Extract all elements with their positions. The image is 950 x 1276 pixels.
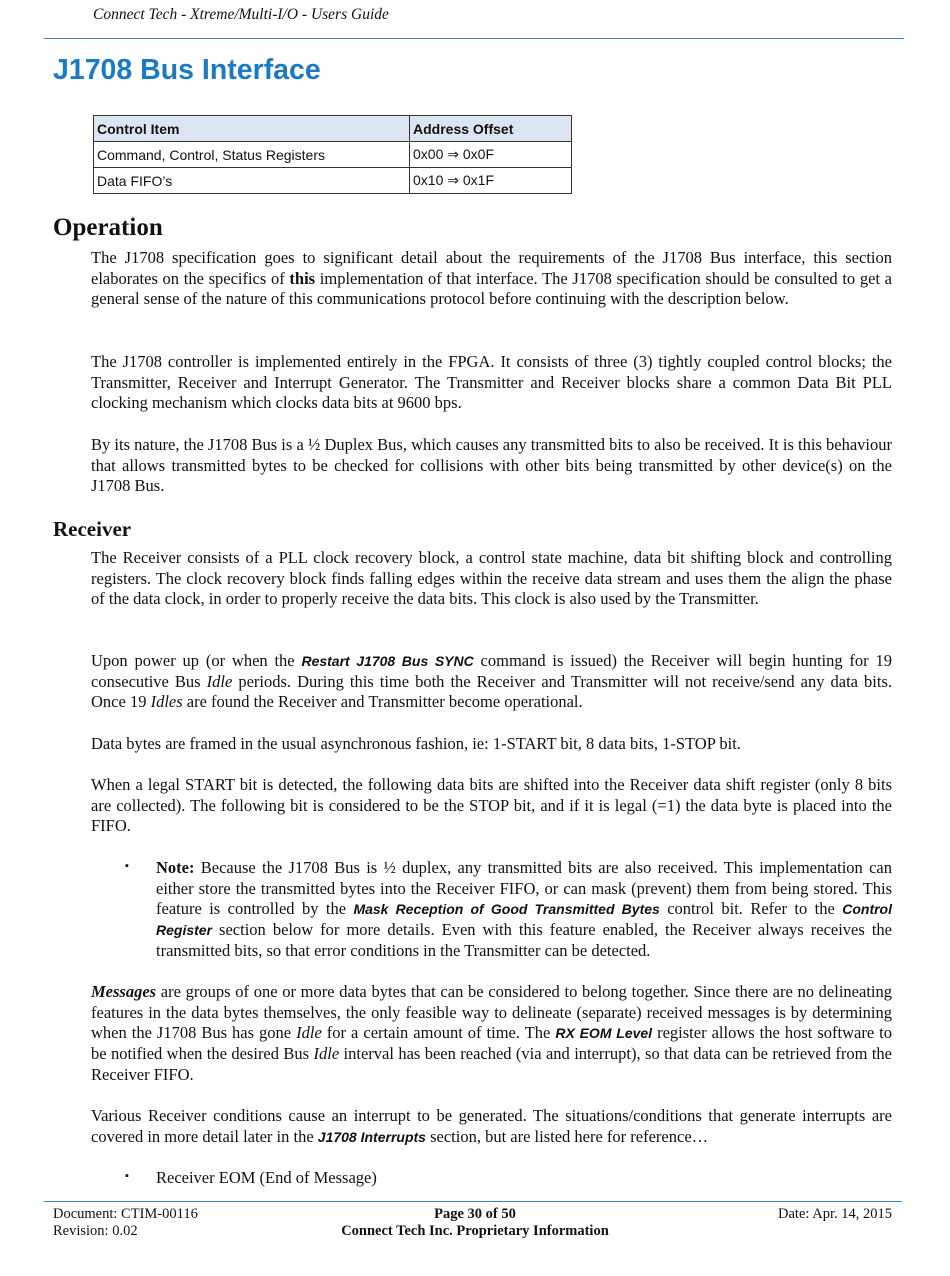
- text-run: command is issued) the Receiver will begin hunting for 19 consecutive Bus: [91, 651, 892, 691]
- document-number: Document: CTIM-00116: [53, 1206, 198, 1222]
- section-reference: Control Register: [156, 901, 892, 939]
- revision-number: Revision: 0.02: [53, 1223, 138, 1239]
- bullet-marker: ▪: [125, 1170, 129, 1182]
- italic-term: Idles: [150, 692, 183, 712]
- text-run: Because the J1708 Bus is ½ duplex, any transmitted bits are also received. This implementation can either store the transmitted bytes into the Receiver FIFO, or can mask (prevent) them from being stored. This feature is controlled by the: [156, 858, 892, 919]
- register-name: RX EOM Level: [555, 1025, 653, 1042]
- italic-term: Idle: [296, 1023, 322, 1043]
- text-run: Upon power up (or when the: [91, 651, 302, 670]
- bullet-marker: ▪: [125, 860, 129, 872]
- operation-paragraph: [91, 248, 892, 310]
- operation-paragraph: The J1708 controller is implemented entirely in the FPGA. It consists of three (3) tightly coupled control blocks; the Transmitter, Receiver and Interrupt Generator. The Transmitter and Receiver blocks share a common Data Bit PLL clocking mechanism which clocks data bits at 9600 bps.: [91, 352, 892, 413]
- command-name: Restart J1708 Bus SYNC: [301, 653, 474, 669]
- table-cell: 0x00 ⇒ 0x0F: [410, 142, 572, 168]
- table-cell: Data FIFO’s: [94, 168, 410, 194]
- receiver-heading: Receiver: [53, 517, 132, 541]
- table-row: [94, 142, 572, 168]
- receiver-paragraph: [91, 651, 892, 713]
- table-header-row: [94, 116, 572, 142]
- italic-term: Idle: [206, 671, 233, 691]
- text-run: The J1708 specification goes to significant detail about the requirements of the J1708 Bus interface, this section elaborates on the specifics of: [91, 248, 892, 288]
- table-cell: Command, Control, Status Registers: [94, 142, 410, 168]
- control-table: [93, 115, 572, 194]
- proprietary-notice: Connect Tech Inc. Proprietary Information: [341, 1223, 609, 1239]
- italic-term: Messages: [91, 982, 157, 1001]
- text-run: periods. During this time both the Receiver and Transmitter will not receive/send any data bits. Once 19: [91, 671, 892, 712]
- section-reference: J1708 Interrupts: [317, 1128, 426, 1145]
- footer-divider: [44, 1201, 902, 1202]
- text-run: section below for more details. Even with this feature enabled, the Receiver always receives the transmitted bits, so that error conditions in the Transmitter can be detected.: [156, 920, 892, 960]
- text-run: section, but are listed here for reference…: [425, 1126, 709, 1146]
- receiver-paragraph: [91, 1106, 892, 1147]
- text-run: interval has been reached (via and interrupt), so that data can be retrieved from the Receiver FIFO.: [91, 1044, 892, 1084]
- table-row: [94, 168, 572, 194]
- control-bit-name: Mask Reception of Good Transmitted Bytes: [353, 901, 660, 918]
- operation-heading: Operation: [53, 214, 163, 241]
- page-number: Page 30 of 50: [434, 1206, 516, 1222]
- text-run: are groups of one or more data bytes that can be considered to belong together. Since there are no delineating features in the data bytes themselves, the only feasible way to delineate (separate) received messages is by determining when the J1708 Bus has gone: [91, 982, 892, 1043]
- header-divider: [44, 38, 904, 39]
- receiver-paragraph: Data bytes are framed in the usual asynchronous fashion, ie: 1-START bit, 8 data bits, 1-STOP bit.: [91, 734, 741, 753]
- text-run: implementation of that interface. The J1708 specification should be consulted to get a general sense of the nature of this communications protocol before continuing with the description below.: [91, 268, 892, 309]
- receiver-paragraph: When a legal START bit is detected, the following data bits are shifted into the Receiver data shift register (only 8 bits are collected). The following bit is considered to be the STOP bit, and if it is legal (=1) the data byte is placed into the FIFO.: [91, 775, 892, 836]
- emphasis-text: this: [289, 268, 316, 288]
- text-run: register allows the host software to be notified when the desired Bus: [91, 1023, 893, 1064]
- footer-date: Date: Apr. 14, 2015: [778, 1206, 892, 1222]
- table-cell: 0x10 ⇒ 0x1F: [410, 168, 572, 194]
- table-header-cell: Control Item: [94, 116, 410, 142]
- table-header-cell: Address Offset: [410, 116, 572, 142]
- list-item: Receiver EOM (End of Message): [156, 1168, 377, 1187]
- receiver-paragraph: [91, 982, 892, 1086]
- note-paragraph: [156, 858, 892, 962]
- running-header: Connect Tech - Xtreme/Multi-I/O - Users Guide: [93, 6, 389, 23]
- note-label: Note:: [156, 858, 195, 877]
- receiver-paragraph: The Receiver consists of a PLL clock recovery block, a control state machine, data bit shifting block and controlling registers. The clock recovery block finds falling edges within the receive data stream and uses them the align the phase of the data clock, in order to properly receive the data bits. This clock is also used by the Transmitter.: [91, 548, 892, 609]
- text-run: control bit. Refer to the: [659, 899, 843, 919]
- section-title: J1708 Bus Interface: [53, 54, 321, 86]
- italic-term: Idle: [313, 1044, 340, 1064]
- operation-paragraph: By its nature, the J1708 Bus is a ½ Duplex Bus, which causes any transmitted bits to also be received. It is this behaviour that allows transmitted bytes to be checked for collisions with other bits being transmitted by other device(s) on the J1708 Bus.: [91, 435, 892, 496]
- text-run: are found the Receiver and Transmitter become operational.: [182, 692, 583, 712]
- text-run: for a certain amount of time. The: [321, 1023, 556, 1043]
- text-run: Various Receiver conditions cause an interrupt to be generated. The situations/conditions that generate interrupts are covered in more detail later in the: [91, 1106, 892, 1146]
